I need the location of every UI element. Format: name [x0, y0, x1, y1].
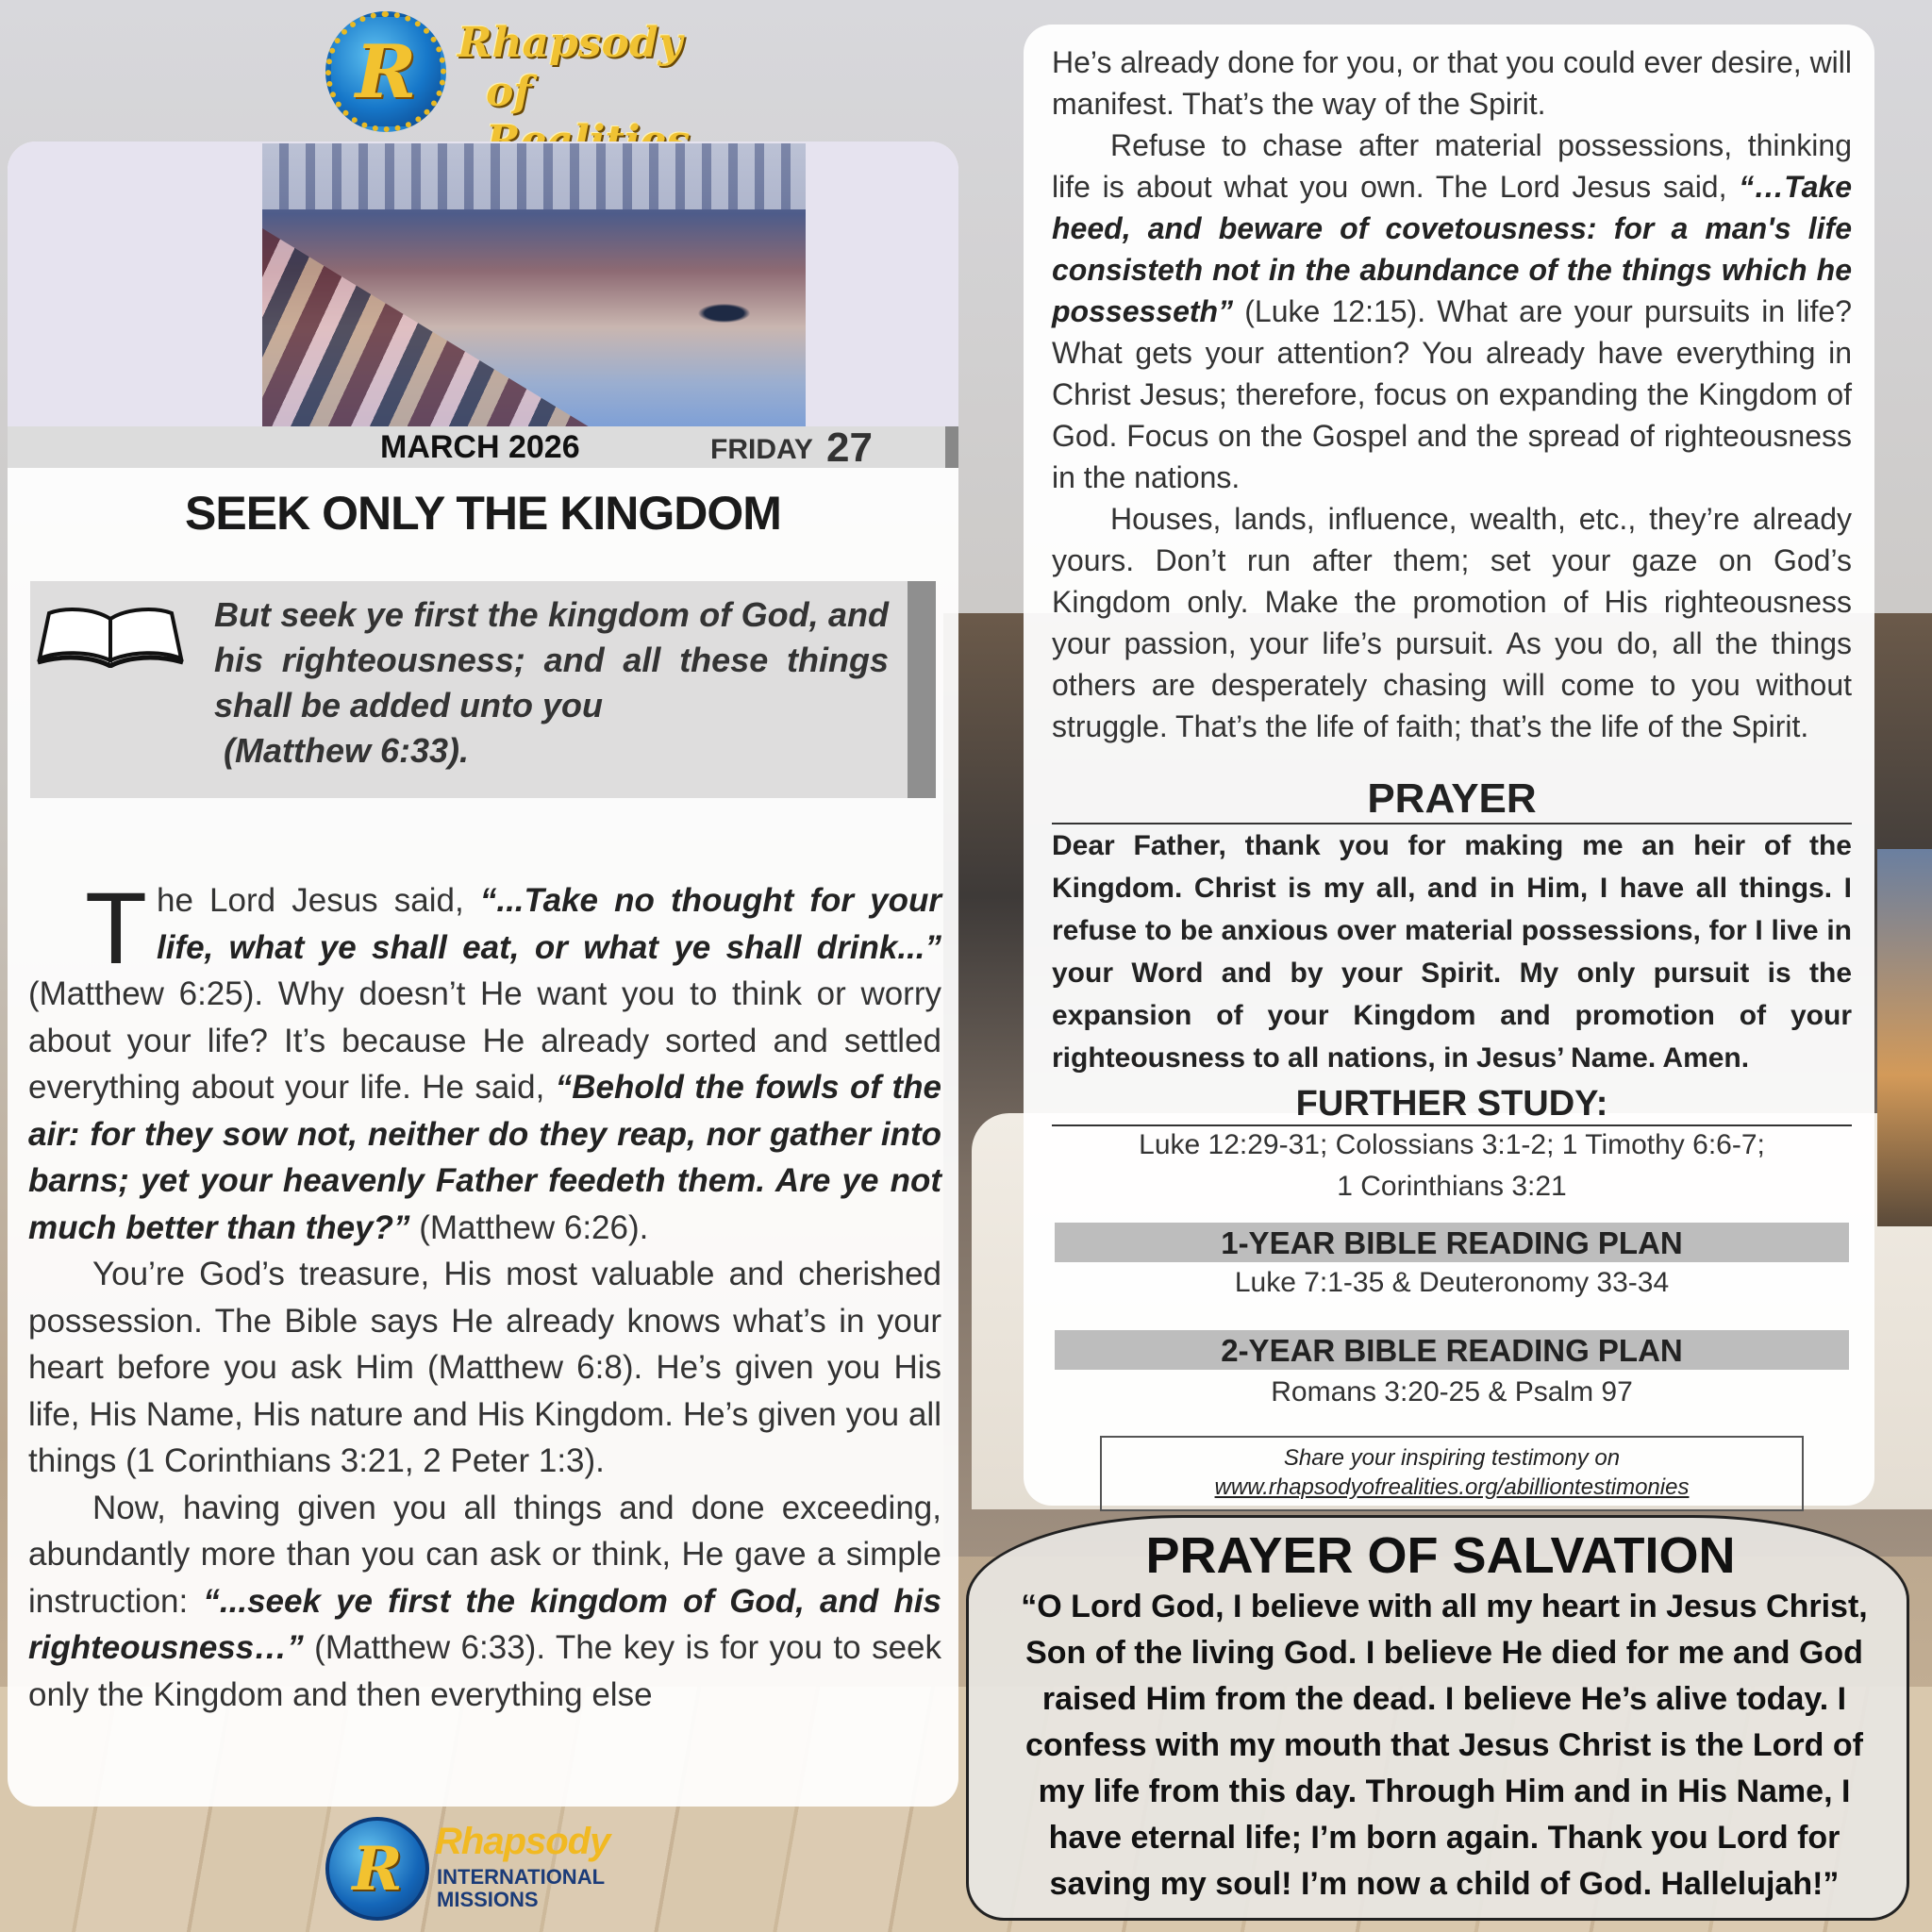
- paragraph-1-text: (Matthew 6:26).: [409, 1208, 649, 1246]
- date-day-number: 27: [826, 425, 873, 471]
- scripture-quote: “...seek ye first the kingdom of God, and his righteousness…”: [28, 1582, 941, 1666]
- paragraph-1-text: he Lord Jesus said,: [156, 882, 480, 919]
- salvation-heading: PRAYER OF SALVATION: [1145, 1527, 1736, 1584]
- paragraph-3-text: (Matthew 6:33). The key is for you to seek only the Kingdom and then everything else: [28, 1629, 941, 1713]
- date-weekday: FRIDAY: [710, 434, 813, 465]
- logo-bottom-sub2: MISSIONS: [437, 1888, 539, 1911]
- globe-emblem-icon: [325, 1817, 429, 1921]
- drop-cap: T: [85, 871, 147, 985]
- paragraph-3-text: Now, having given you all things and done exceeding, abundantly more than you can ask or think, He gave a simple instruction:: [28, 1489, 941, 1620]
- message-body: [28, 871, 941, 1718]
- salvation-text: “O Lord God, I believe with all my heart in Jesus Christ, Son of the living God. I believe He died for me and God raised Him from the dead. I believe He’s alive today. I confess with my mouth that Jesus Christ is the Lord of my life from this day. Through Him and in His Name, I have eternal life; I’m born again. Thank you Lord for saving my soul! I’m now a child of God. Hallelujah!”: [1021, 1589, 1868, 1902]
- one-year-plan-heading: 1-YEAR BIBLE READING PLAN: [1055, 1223, 1849, 1262]
- devotional-right-panel: [1024, 25, 1874, 1506]
- theme-verse: [214, 592, 889, 774]
- paragraph-4-text: (Luke 12:15). What are your pursuits in life? What gets your attention? You already have everything in Christ Jesus; therefore, focus on expanding the Kingdom of God. Focus on the Gospel and the spread of righteousness in the nations.: [1052, 294, 1852, 494]
- further-study-heading: FURTHER STUDY:: [1052, 1083, 1852, 1126]
- scripture-quote: “Behold the fowls of the air: for they sow not, neither do they reap, nor gather into barns; yet your heavenly Father feedeth them. Are ye not much better than they?”: [28, 1069, 941, 1246]
- theme-verse-box: [30, 581, 936, 798]
- paragraph-continued: He’s already done for you, or that you could ever desire, will manifest. That’s the way of the Spirit.: [1052, 45, 1852, 121]
- paragraph-4: [1052, 125, 1852, 498]
- testimony-link[interactable]: www.rhapsodyofrealities.org/abilliontestimonies: [1214, 1474, 1690, 1500]
- devotional-left-panel: [8, 142, 958, 1807]
- prayer-text: Dear Father, thank you for making me an heir of the Kingdom. Christ is my all, and in Him, I have all things. I refuse to be anxious over material possessions, for I live in your Word and by your Spirit. My only pursuit is the expansion of your Kingdom and promotion of your righteousness to all nations, in Jesus’ Name. Amen.: [1052, 830, 1852, 1074]
- page-title: SEEK ONLY THE KINGDOM: [185, 487, 781, 540]
- prayer-heading: PRAYER: [1052, 775, 1852, 824]
- theme-verse-reference: (Matthew 6:33).: [224, 731, 470, 770]
- logo-emblem-letter: R: [355, 28, 417, 115]
- message-body-continued: [1052, 42, 1852, 747]
- two-year-plan-text: Romans 3:20-25 & Psalm 97: [1271, 1376, 1633, 1407]
- logo-bottom-sub1: INTERNATIONAL: [437, 1865, 606, 1889]
- further-study-references: [1052, 1124, 1852, 1208]
- globe-emblem-letter: R: [352, 1833, 403, 1905]
- further-study-line1: Luke 12:29-31; Colossians 3:1-2; 1 Timothy 6:6-7;: [1139, 1129, 1765, 1160]
- date-month-year: MARCH 2026: [380, 429, 580, 465]
- rhapsody-international-missions-logo: [325, 1813, 637, 1926]
- logo-line2: of: [486, 68, 532, 116]
- paragraph-4-text: Refuse to chase after material possessions, thinking life is about what you own. The Lord Jesus said,: [1052, 128, 1852, 204]
- rhapsody-logo: [325, 11, 683, 134]
- paragraph-3: [28, 1485, 941, 1719]
- paragraph-5: Houses, lands, influence, wealth, etc., they’re already yours. Don’t run after them; set your gaze on God’s Kingdom only. Make the promotion of His righteousness your passion, your life’s pursuit. As you do, all the things others are desperately chasing will come to you without struggle. That’s the life of faith; that’s the life of the Spirit.: [1052, 502, 1852, 743]
- theme-verse-text: But seek ye first the kingdom of God, and his righteousness; and all these things shall be added unto you: [214, 595, 889, 724]
- logo-bottom-subtitle: [437, 1866, 625, 1911]
- logo-emblem-icon: [325, 11, 446, 132]
- logo-line1: Rhapsody: [458, 19, 683, 67]
- background-window: [1877, 849, 1932, 1226]
- two-year-plan-heading: 2-YEAR BIBLE READING PLAN: [1055, 1330, 1849, 1370]
- scripture-quote: “…Take heed, and beware of covetousness: for a man's life consisteth not in the abundance of the things which he possesseth”: [1052, 170, 1852, 328]
- logo-bottom-name: Rhapsody: [435, 1821, 610, 1862]
- salvation-prayer-panel: [966, 1515, 1909, 1921]
- further-study-line2: 1 Corinthians 3:21: [1337, 1171, 1567, 1202]
- one-year-plan-text: Luke 7:1-35 & Deuteronomy 33-34: [1234, 1267, 1670, 1298]
- share-text: Share your inspiring testimony on: [1283, 1445, 1621, 1471]
- paragraph-1: [28, 871, 941, 1251]
- paragraph-2: You’re God’s treasure, His most valuable and cherished possession. The Bible says He already knows what’s in your heart before you ask Him (Matthew 6:8). He’s given you His life, His Name, His nature and His Kingdom. He’s given you all things (1 Corinthians 3:21, 2 Peter 1:3).: [28, 1256, 941, 1479]
- open-book-icon: [36, 602, 185, 668]
- scripture-quote: “...Take no thought for your life, what ye shall eat, or what ye shall drink...”: [156, 882, 941, 966]
- paragraph-1-text: (Matthew 6:25). Why doesn’t He want you to think or worry about your life? It’s because He already sorted and settled everything about your life. He said,: [28, 975, 941, 1106]
- congregation-photo: [262, 143, 806, 426]
- testimony-share-box: [1100, 1436, 1804, 1511]
